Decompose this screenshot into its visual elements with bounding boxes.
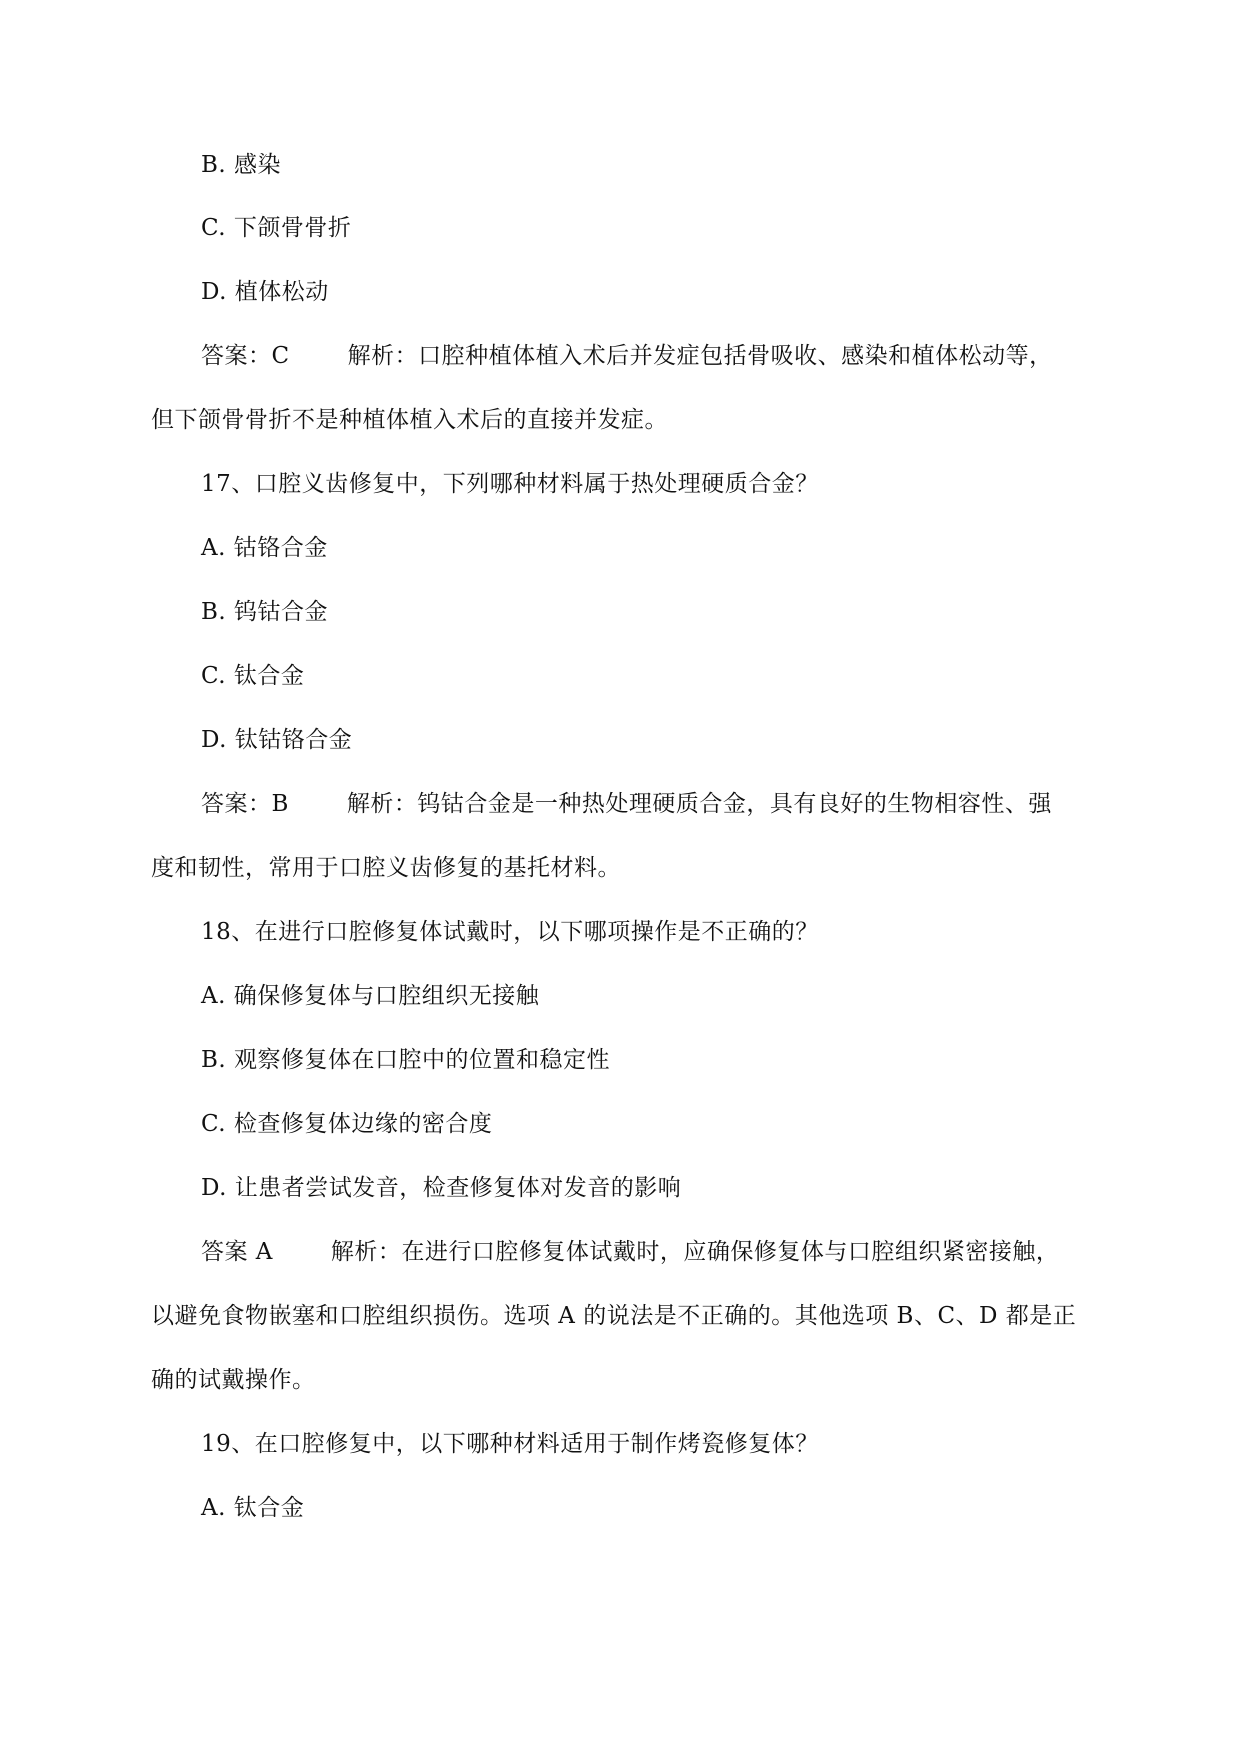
option-a: A. 确保修复体与口腔组织无接触 [201,983,540,1009]
option-b-infection: B. 感染 [201,152,282,178]
option-c: C. 钛合金 [201,663,305,689]
analysis-text: 解析：钨钴合金是一种热处理硬质合金，具有良好的生物相容性、强 [346,791,1052,817]
analysis-text: 解析：口腔种植体植入术后并发症包括骨吸收、感染和植体松动等， [347,343,1053,369]
option-d: D. 钛钴铬合金 [201,727,353,753]
option-a: A. 钴铬合金 [201,535,328,561]
analysis-continuation: 确的试戴操作。 [151,1367,316,1393]
question-17: 17、口腔义齿修复中，下列哪种材料属于热处理硬质合金？ [201,471,819,497]
analysis-continuation: 以避免食物嵌塞和口腔组织损伤。选项 A 的说法是不正确的。其他选项 B、C、D 都是正 [151,1303,1077,1329]
analysis-continuation: 但下颌骨骨折不是种植体植入术后的直接并发症。 [151,407,668,433]
question-19: 19、在口腔修复中，以下哪种材料适用于制作烤瓷修复体？ [201,1431,819,1457]
analysis-text: 解析：在进行口腔修复体试戴时，应确保修复体与口腔组织紧密接触， [330,1239,1060,1265]
option-c-mandible-fracture: C. 下颌骨骨折 [201,215,352,241]
analysis-continuation: 度和韧性，常用于口腔义齿修复的基托材料。 [151,855,621,881]
answer-line-18 [201,1237,1059,1267]
option-b: B. 钨钴合金 [201,599,329,625]
question-18: 18、在进行口腔修复体试戴时，以下哪项操作是不正确的？ [201,919,819,945]
option-b: B. 观察修复体在口腔中的位置和稳定性 [201,1047,611,1073]
option-d: D. 让患者尝试发音，检查修复体对发音的影响 [201,1175,682,1201]
answer-label: 答案：B [201,791,289,817]
answer-label: 答案 A [201,1239,273,1265]
option-d-implant-loosening: D. 植体松动 [201,279,329,305]
answer-line-16 [201,341,1053,371]
answer-label: 答案：C [201,343,290,369]
answer-line-17 [201,789,1052,819]
option-c: C. 检查修复体边缘的密合度 [201,1111,493,1137]
option-a: A. 钛合金 [201,1495,305,1521]
